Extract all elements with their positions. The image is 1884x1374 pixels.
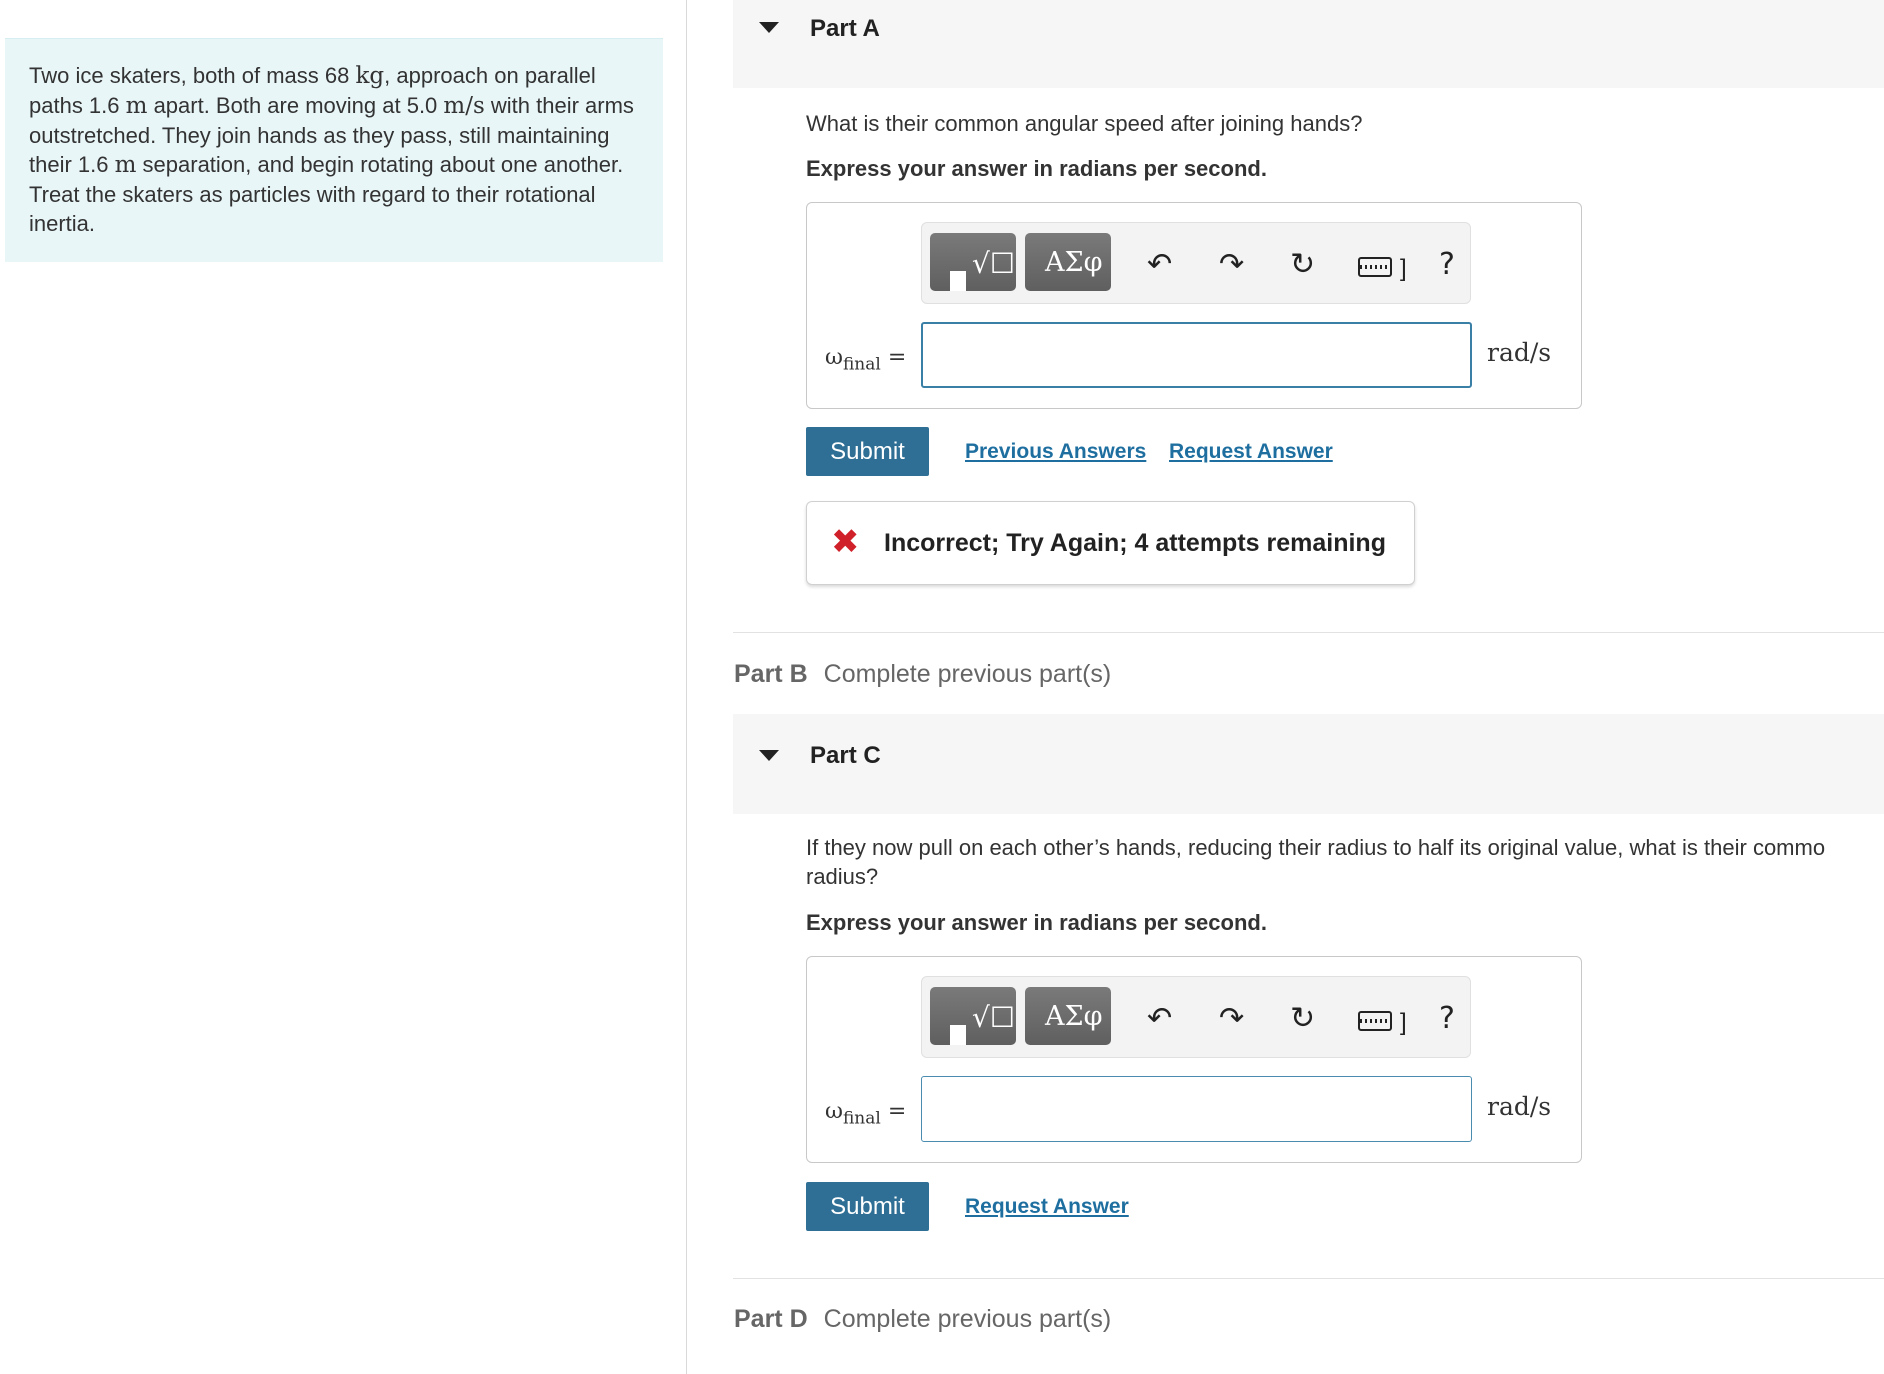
radical-icon: √☐ [972,247,1015,280]
part-c-answer-box [806,956,1582,1163]
part-a-submit-button[interactable]: Submit [806,427,929,476]
greek-label: ΑΣφ [1045,247,1103,278]
omega-symbol: ω [825,345,843,370]
part-c-submit-button[interactable]: Submit [806,1182,929,1231]
greek-symbols-button[interactable] [1025,233,1111,291]
part-b-status: Complete previous part(s) [823,660,1112,688]
keyboard-icon[interactable] [1358,257,1392,277]
math-toolbar [921,976,1471,1058]
part-d-locked [734,1305,1111,1334]
unit-m: m [114,152,137,178]
math-toolbar [921,222,1471,304]
part-a-request-answer-link[interactable]: Request Answer [1169,440,1333,463]
keyboard-shortcut-mark: ] [1400,1009,1407,1036]
unit-m: m [125,93,148,119]
problem-text-segment: with their arms outstretched. They join hands as they pass, still maintaining their 1.6 [29,93,634,177]
redo-icon[interactable]: ↷ [1219,1001,1245,1036]
problem-text-segment: apart. Both are moving at 5.0 [147,93,444,118]
problem-text [29,61,639,238]
variable-label [825,345,906,374]
part-d-status: Complete previous part(s) [823,1305,1112,1333]
problem-text-segment: Two ice skaters, both of mass 68 [29,63,356,88]
incorrect-x-icon: ✖ [831,522,860,562]
help-icon[interactable]: ? [1439,247,1455,282]
template-square-icon [950,271,966,291]
variable-label [825,1099,906,1128]
variable-subscript: final [842,1108,881,1129]
reset-icon[interactable]: ↻ [1290,247,1316,282]
templates-button[interactable] [930,987,1016,1045]
collapse-triangle-icon[interactable] [759,22,779,33]
units-label: rad/s [1487,1092,1552,1121]
part-c-header[interactable] [733,714,1884,814]
section-divider [733,632,1884,633]
problem-statement-panel [5,38,663,262]
undo-icon[interactable]: ↶ [1147,247,1173,282]
part-c-question-line1: If they now pull on each other’s hands, reducing their radius to half its original value, what is their commo [806,835,1826,860]
variable-subscript: final [842,354,881,375]
part-c-question-line2: radius? [806,864,879,889]
help-icon[interactable]: ? [1439,1001,1455,1036]
reset-icon[interactable]: ↻ [1290,1001,1316,1036]
section-divider [733,1278,1884,1279]
previous-answers-link[interactable]: Previous Answers [965,440,1147,463]
units-label: rad/s [1487,338,1552,367]
part-c-request-answer-link[interactable]: Request Answer [965,1195,1129,1218]
part-a-instruction: Express your answer in radians per second. [806,156,1267,181]
unit-mps: m/s [443,93,485,119]
problem-text-segment: , approach on parallel paths 1.6 [29,63,596,118]
template-square-icon [950,1025,966,1045]
feedback-message: Incorrect; Try Again; 4 attempts remaining [884,529,1386,557]
part-a-title: Part A [810,15,880,42]
column-divider [686,0,687,1374]
templates-button[interactable] [930,233,1016,291]
collapse-triangle-icon[interactable] [759,750,779,761]
equals-sign: = [887,1099,907,1124]
greek-symbols-button[interactable] [1025,987,1111,1045]
part-b-locked [734,660,1111,689]
equals-sign: = [887,345,907,370]
part-c-answer-input[interactable] [921,1076,1472,1142]
redo-icon[interactable]: ↷ [1219,247,1245,282]
part-a-header[interactable] [733,0,1884,88]
radical-icon: √☐ [972,1001,1015,1034]
part-a-answer-box [806,202,1582,409]
undo-icon[interactable]: ↶ [1147,1001,1173,1036]
part-b-title: Part B [734,660,808,688]
part-c-instruction: Express your answer in radians per second. [806,910,1267,935]
feedback-box [806,501,1415,585]
keyboard-icon[interactable] [1358,1011,1392,1031]
greek-label: ΑΣφ [1045,1001,1103,1032]
part-c-title: Part C [810,742,881,769]
problem-text-segment: separation, and begin rotating about one another. Treat the skaters as particles with regard to their rotational inertia. [29,152,624,236]
part-d-title: Part D [734,1305,808,1333]
unit-kg: kg [355,63,385,89]
keyboard-shortcut-mark: ] [1400,255,1407,282]
part-a-question: What is their common angular speed after joining hands? [806,111,1363,136]
omega-symbol: ω [825,1099,843,1124]
part-a-answer-input[interactable] [921,322,1472,388]
part-c-question [806,833,1825,891]
